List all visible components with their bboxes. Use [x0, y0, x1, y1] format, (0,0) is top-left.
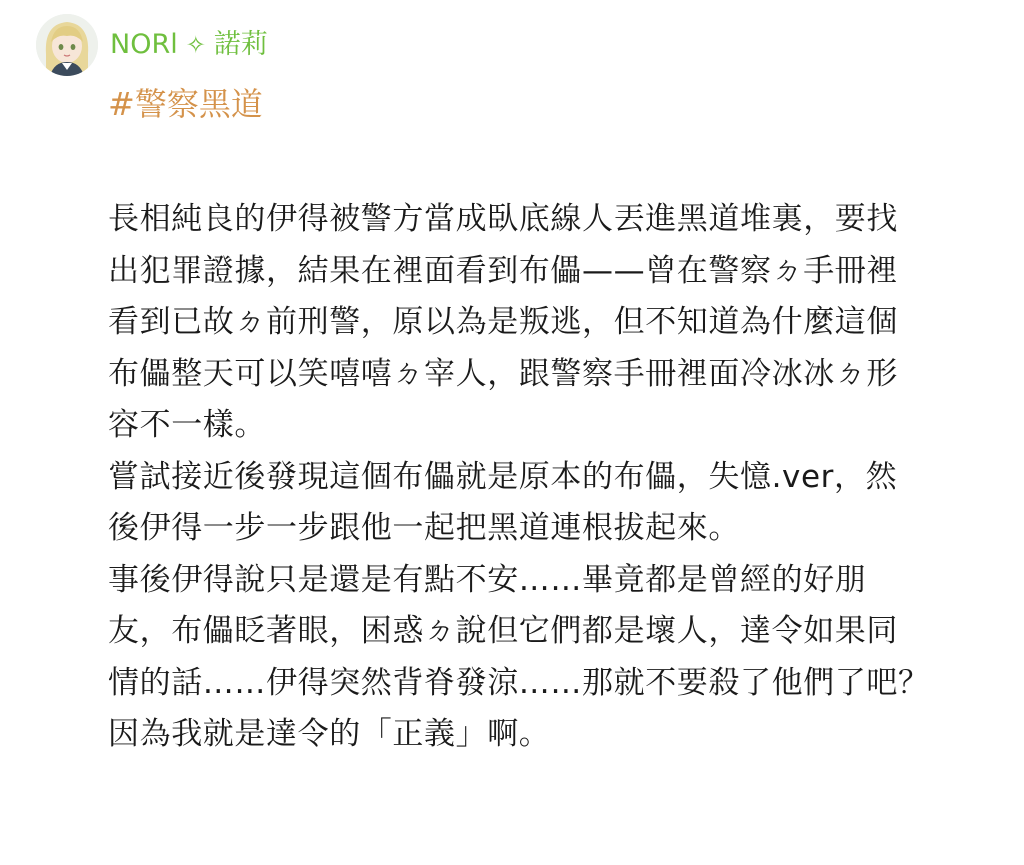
text-line: 情的話……伊得突然背脊發涼……那就不要殺了他們了吧？: [108, 664, 930, 701]
text-line: 後伊得一步一步跟他一起把黑道連根拔起來。: [108, 510, 740, 546]
text-line: 友，布儡眨著眼，困惑ㄉ說但它們都是壞人，達令如果同: [108, 613, 898, 649]
avatar[interactable]: [36, 14, 98, 76]
post-body: [108, 194, 1008, 761]
text-line: 看到已故ㄉ前刑警，原以為是叛逃，但不知道為什麼這個: [108, 304, 898, 340]
text-line: 事後伊得說只是還是有點不安……畢竟都是曾經的好朋: [108, 561, 867, 598]
text-line: 因為我就是達令的「正義」啊。: [108, 716, 551, 752]
post-header: [36, 14, 936, 78]
hashtag-link[interactable]: #警察黑道: [108, 85, 263, 123]
text-line: 嘗試接近後發現這個布儡就是原本的布儡，失憶.ver，然: [108, 458, 898, 495]
author-name[interactable]: [110, 28, 268, 62]
text-line: 布儡整天可以笑嘻嘻ㄉ宰人，跟警察手冊裡面冷冰冰ㄉ形: [108, 355, 898, 392]
text-line: 容不一樣。: [108, 407, 266, 443]
text-line: 長相純良的伊得被警方當成臥底線人丟進黑道堆裏，要找: [108, 201, 898, 237]
avatar-girl-icon: [36, 14, 98, 76]
text-line: 出犯罪證據，結果在裡面看到布儡——曾在警察ㄉ手冊裡: [108, 252, 898, 289]
author-latin-name: NORl: [110, 29, 178, 60]
author-chinese-name: 諾莉: [213, 29, 268, 60]
sparkle-icon: ✧: [185, 31, 206, 59]
